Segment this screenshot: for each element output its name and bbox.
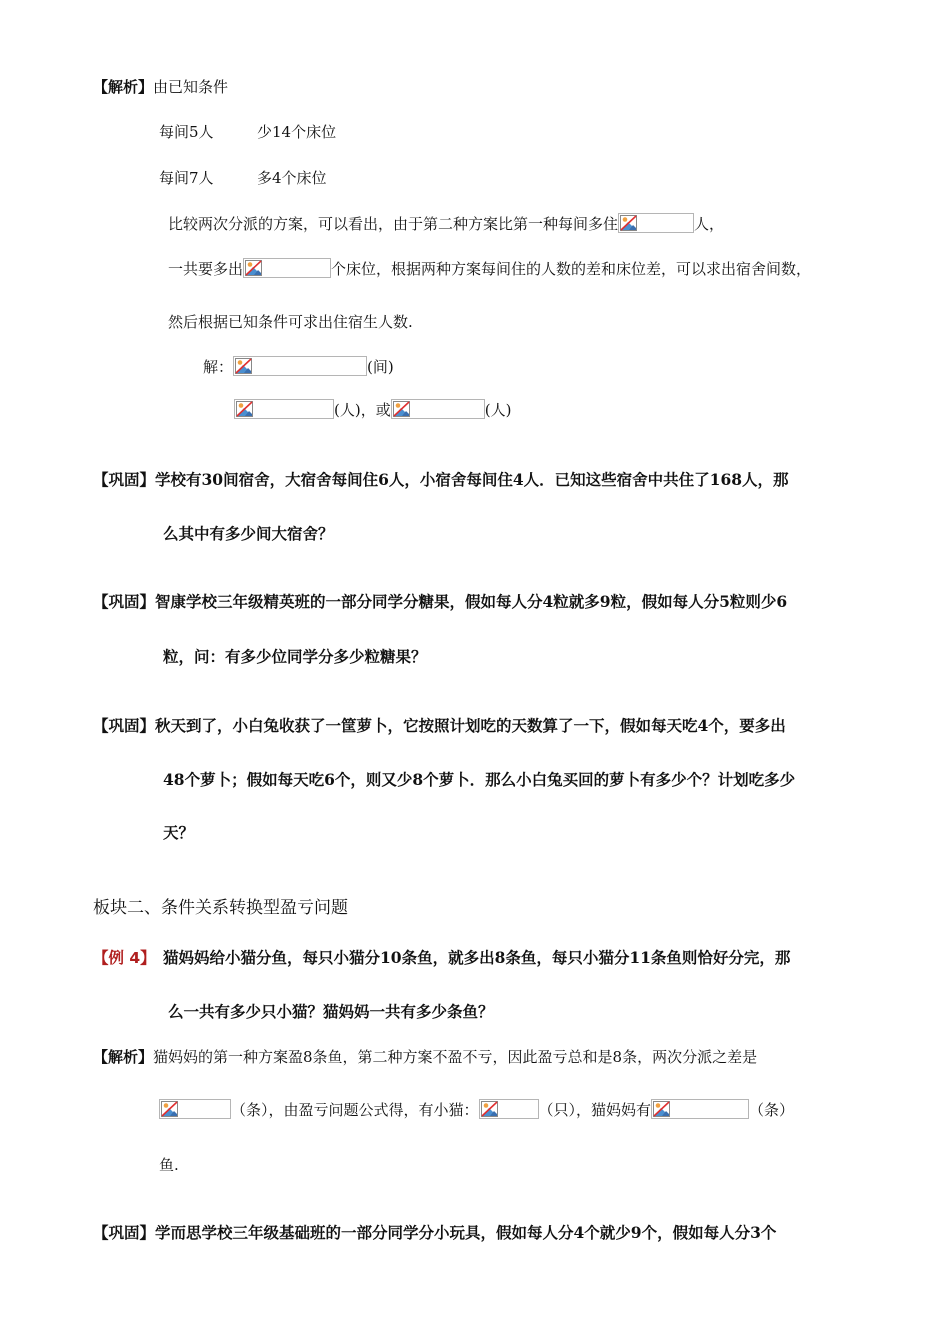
solution-line-2: [234, 399, 511, 420]
condition-row-2: [159, 168, 327, 188]
example-tag: 【例 4】: [93, 949, 156, 967]
analysis-tag: 【解析】: [93, 1048, 154, 1066]
text: （条），由盈亏问题公式得，有小猫：: [231, 1101, 479, 1119]
formula-image: [243, 258, 331, 278]
or-separator: ，或: [360, 401, 391, 419]
text: 猫妈妈的第一种方案盈8条鱼，第二种方案不盈不亏，因此盈亏总和是8条，两次分派之差是: [153, 1048, 758, 1066]
analysis-line-intro: [93, 77, 228, 97]
exercise-tag: 【巩固】: [93, 593, 156, 611]
text: 个床位，根据两种方案每间住的人数的差和床位差，可以求出宿舍间数，: [331, 260, 812, 278]
exercise-1-line-2: 么其中有多少间大宿舍？: [163, 524, 334, 543]
broken-image-icon: [161, 1101, 178, 1117]
broken-image-icon: [235, 358, 252, 374]
analysis-4-line-3: 鱼.: [159, 1156, 179, 1174]
broken-image-icon: [236, 401, 253, 417]
text: （只），猫妈妈有: [538, 1101, 652, 1119]
exercise-tag: 【巩固】: [93, 717, 156, 735]
text: 智康学校三年级精英班的一部分同学分糖果，假如每人分4粒就多9粒，假如每人分5粒则少6: [155, 592, 788, 611]
exercise-tag: 【巩固】: [93, 1224, 156, 1242]
formula-image: [159, 1099, 231, 1119]
solution-label: 解：: [203, 358, 234, 376]
formula-image: [233, 356, 367, 376]
exercise-1-line-1: [93, 470, 789, 490]
analysis-intro: 由已知条件: [153, 78, 229, 96]
formula-image: [391, 399, 485, 419]
example-4-line-2: 么一共有多少只小猫？猫妈妈一共有多少条鱼？: [168, 1002, 494, 1021]
formula-image: [234, 399, 334, 419]
text: 学而思学校三年级基础班的一部分同学分小玩具，假如每人分4个就少9个，假如每人分3个: [155, 1223, 777, 1242]
analysis-4-line-2: [159, 1099, 794, 1120]
formula-image: [479, 1099, 539, 1119]
broken-image-icon: [481, 1101, 498, 1117]
section-title: 板块二、条件关系转换型盈亏问题: [93, 898, 348, 918]
text: （条）: [749, 1101, 795, 1119]
analysis-tag: 【解析】: [93, 78, 154, 96]
exercise-tag: 【巩固】: [93, 471, 156, 489]
text: 人，: [694, 215, 725, 233]
exercise-2-line-1: [93, 592, 787, 612]
exercise-3-line-2: 48个萝卜；假如每天吃6个，则又少8个萝卜．那么小白兔买回的萝卜有多少个？计划吃多少: [163, 770, 796, 789]
unit-people: (人): [334, 401, 361, 419]
exercise-3-line-1: [93, 716, 786, 736]
formula-image: [618, 213, 694, 233]
condition-extra-4: 多4个床位: [257, 169, 327, 187]
analysis-paragraph-3: 然后根据已知条件可求出住宿生人数.: [168, 313, 413, 331]
example-4-line-1: [93, 948, 790, 968]
condition-7-per-room: 每间7人: [159, 169, 214, 187]
condition-row-1: [159, 122, 336, 142]
exercise-3-line-3: 天？: [163, 823, 195, 842]
broken-image-icon: [620, 215, 637, 231]
exercise-5-line-1: [93, 1223, 776, 1243]
text: 猫妈妈给小猫分鱼，每只小猫分10条鱼，就多出8条鱼，每只小猫分11条鱼则恰好分完，那: [163, 948, 791, 967]
solution-line-1: [203, 356, 394, 377]
unit-people: (人): [484, 401, 512, 419]
text: 学校有30间宿舍，大宿舍每间住6人，小宿舍每间住4人．已知这些宿舍中共住了168人，那: [155, 470, 789, 489]
text: 秋天到了，小白兔收获了一筐萝卜，它按照计划吃的天数算了一下，假如每天吃4个，要多出: [155, 716, 786, 735]
analysis-paragraph-2: [168, 258, 811, 279]
unit-room: (间): [367, 358, 394, 376]
broken-image-icon: [245, 260, 262, 276]
analysis-4-line-1: [93, 1047, 757, 1067]
broken-image-icon: [653, 1101, 670, 1117]
condition-5-per-room: 每间5人: [159, 123, 214, 141]
text: 一共要多出: [168, 260, 244, 278]
analysis-paragraph-1: [168, 213, 724, 234]
exercise-2-line-2: 粒，问：有多少位同学分多少粒糖果？: [163, 647, 427, 666]
text: 比较两次分派的方案，可以看出，由于第二种方案比第一种每间多住: [168, 215, 619, 233]
formula-image: [651, 1099, 749, 1119]
condition-short-14: 少14个床位: [257, 123, 337, 141]
broken-image-icon: [393, 401, 410, 417]
